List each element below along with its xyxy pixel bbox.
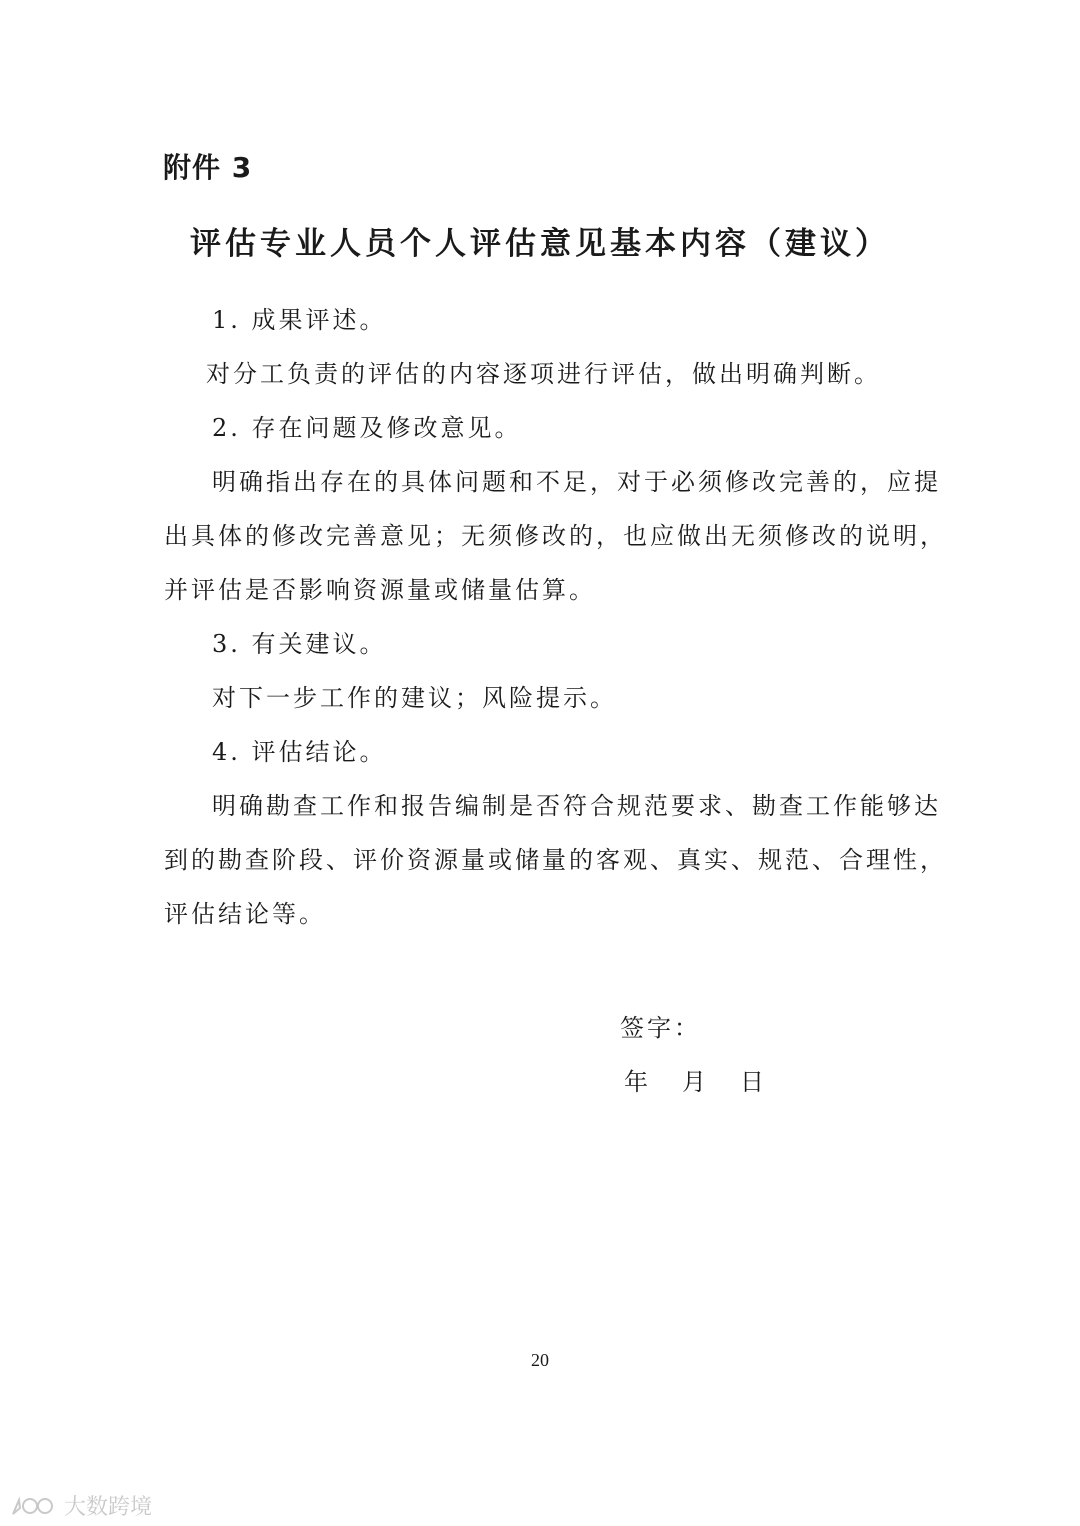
date-month: 月 bbox=[682, 1068, 706, 1096]
section-heading: 1. 成果评述。 bbox=[212, 306, 387, 334]
body-line: 并评估是否影响资源量或储量估算。 bbox=[164, 576, 596, 604]
date-year: 年 bbox=[624, 1068, 648, 1096]
body-line: 明确勘查工作和报告编制是否符合规范要求、勘查工作能够达 bbox=[212, 792, 941, 820]
body-line: 明确指出存在的具体问题和不足，对于必须修改完善的，应提 bbox=[212, 468, 941, 496]
section-body: 对分工负责的评估的内容逐项进行评估，做出明确判断。 bbox=[206, 360, 881, 388]
page-number: 20 bbox=[531, 1350, 549, 1370]
date-line bbox=[624, 1062, 764, 1097]
section-body bbox=[164, 455, 947, 617]
section-body bbox=[164, 779, 947, 941]
body-line: 评估结论等。 bbox=[164, 900, 326, 928]
brand-logo-icon bbox=[10, 1494, 56, 1518]
attachment-label: 附件 3 bbox=[163, 151, 253, 184]
body-line: 到的勘查阶段、评价资源量或储量的客观、真实、规范、合理性， bbox=[164, 846, 947, 874]
date-day: 日 bbox=[740, 1068, 764, 1096]
document-title: 评估专业人员个人评估意见基本内容（建议） bbox=[190, 226, 890, 262]
signature-label: 签字： bbox=[620, 1014, 701, 1042]
watermark-text: 大数跨境 bbox=[64, 1495, 153, 1520]
section-body: 对下一步工作的建议；风险提示。 bbox=[212, 684, 617, 712]
section-heading: 3. 有关建议。 bbox=[212, 630, 387, 658]
section-heading: 2. 存在问题及修改意见。 bbox=[212, 414, 522, 442]
watermark bbox=[10, 1490, 152, 1521]
section-heading: 4. 评估结论。 bbox=[212, 738, 387, 766]
body-line: 出具体的修改完善意见；无须修改的，也应做出无须修改的说明， bbox=[164, 522, 947, 550]
